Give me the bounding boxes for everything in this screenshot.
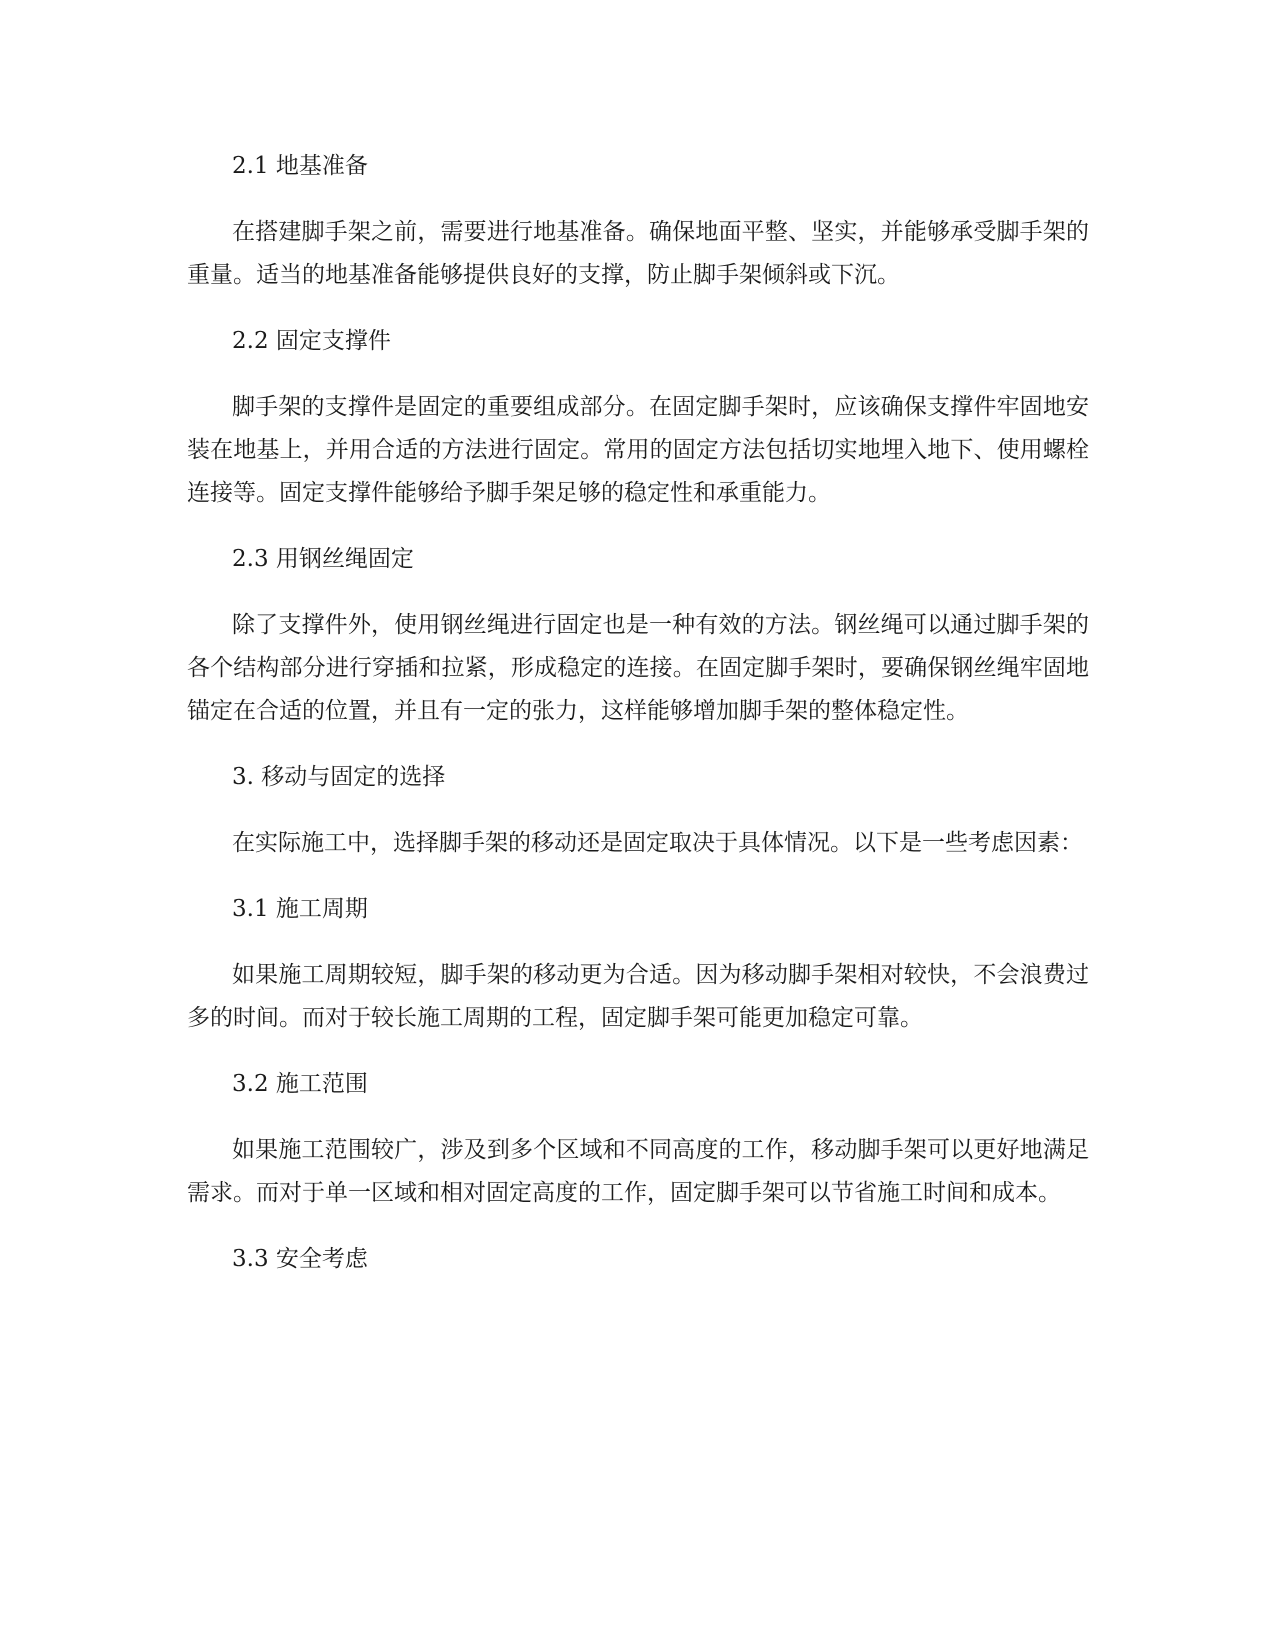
section-heading-2-1: 2.1 地基准备 — [232, 153, 368, 179]
paragraph-choice: 在实际施工中，选择脚手架的移动还是固定取决于具体情况。以下是一些考虑因素： — [232, 830, 1083, 856]
paragraph-wire-rope: 除了支撑件外，使用钢丝绳进行固定也是一种有效的方法。钢丝绳可以通过脚手架的各个结构部分进行穿插和拉紧，形成稳定的连接。在固定脚手架时，要确保钢丝绳牢固地锚定在合适的位置，并且有一定的张力，这样能够增加脚手架的整体稳定性。 — [187, 612, 1089, 724]
section-heading-2-2: 2.2 固定支撑件 — [232, 328, 391, 354]
paragraph-supports: 脚手架的支撑件是固定的重要组成部分。在固定脚手架时，应该确保支撑件牢固地安装在地基上，并用合适的方法进行固定。常用的固定方法包括切实地埋入地下、使用螺栓连接等。固定支撑件能够给予脚手架足够的稳定性和承重能力。 — [187, 394, 1089, 506]
section-heading-3-3: 3.3 安全考虑 — [232, 1246, 368, 1272]
section-heading-3-2: 3.2 施工范围 — [232, 1071, 368, 1097]
document-body — [187, 145, 1089, 1304]
section-heading-3-1: 3.1 施工周期 — [232, 896, 368, 922]
paragraph-scope: 如果施工范围较广，涉及到多个区域和不同高度的工作，移动脚手架可以更好地满足需求。而对于单一区域和相对固定高度的工作，固定脚手架可以节省施工时间和成本。 — [187, 1137, 1089, 1206]
section-heading-3: 3. 移动与固定的选择 — [232, 764, 446, 790]
section-heading-2-3: 2.3 用钢丝绳固定 — [232, 546, 414, 572]
paragraph-period: 如果施工周期较短，脚手架的移动更为合适。因为移动脚手架相对较快，不会浪费过多的时间。而对于较长施工周期的工程，固定脚手架可能更加稳定可靠。 — [187, 962, 1089, 1031]
paragraph-foundation: 在搭建脚手架之前，需要进行地基准备。确保地面平整、坚实，并能够承受脚手架的重量。适当的地基准备能够提供良好的支撑，防止脚手架倾斜或下沉。 — [187, 219, 1089, 288]
